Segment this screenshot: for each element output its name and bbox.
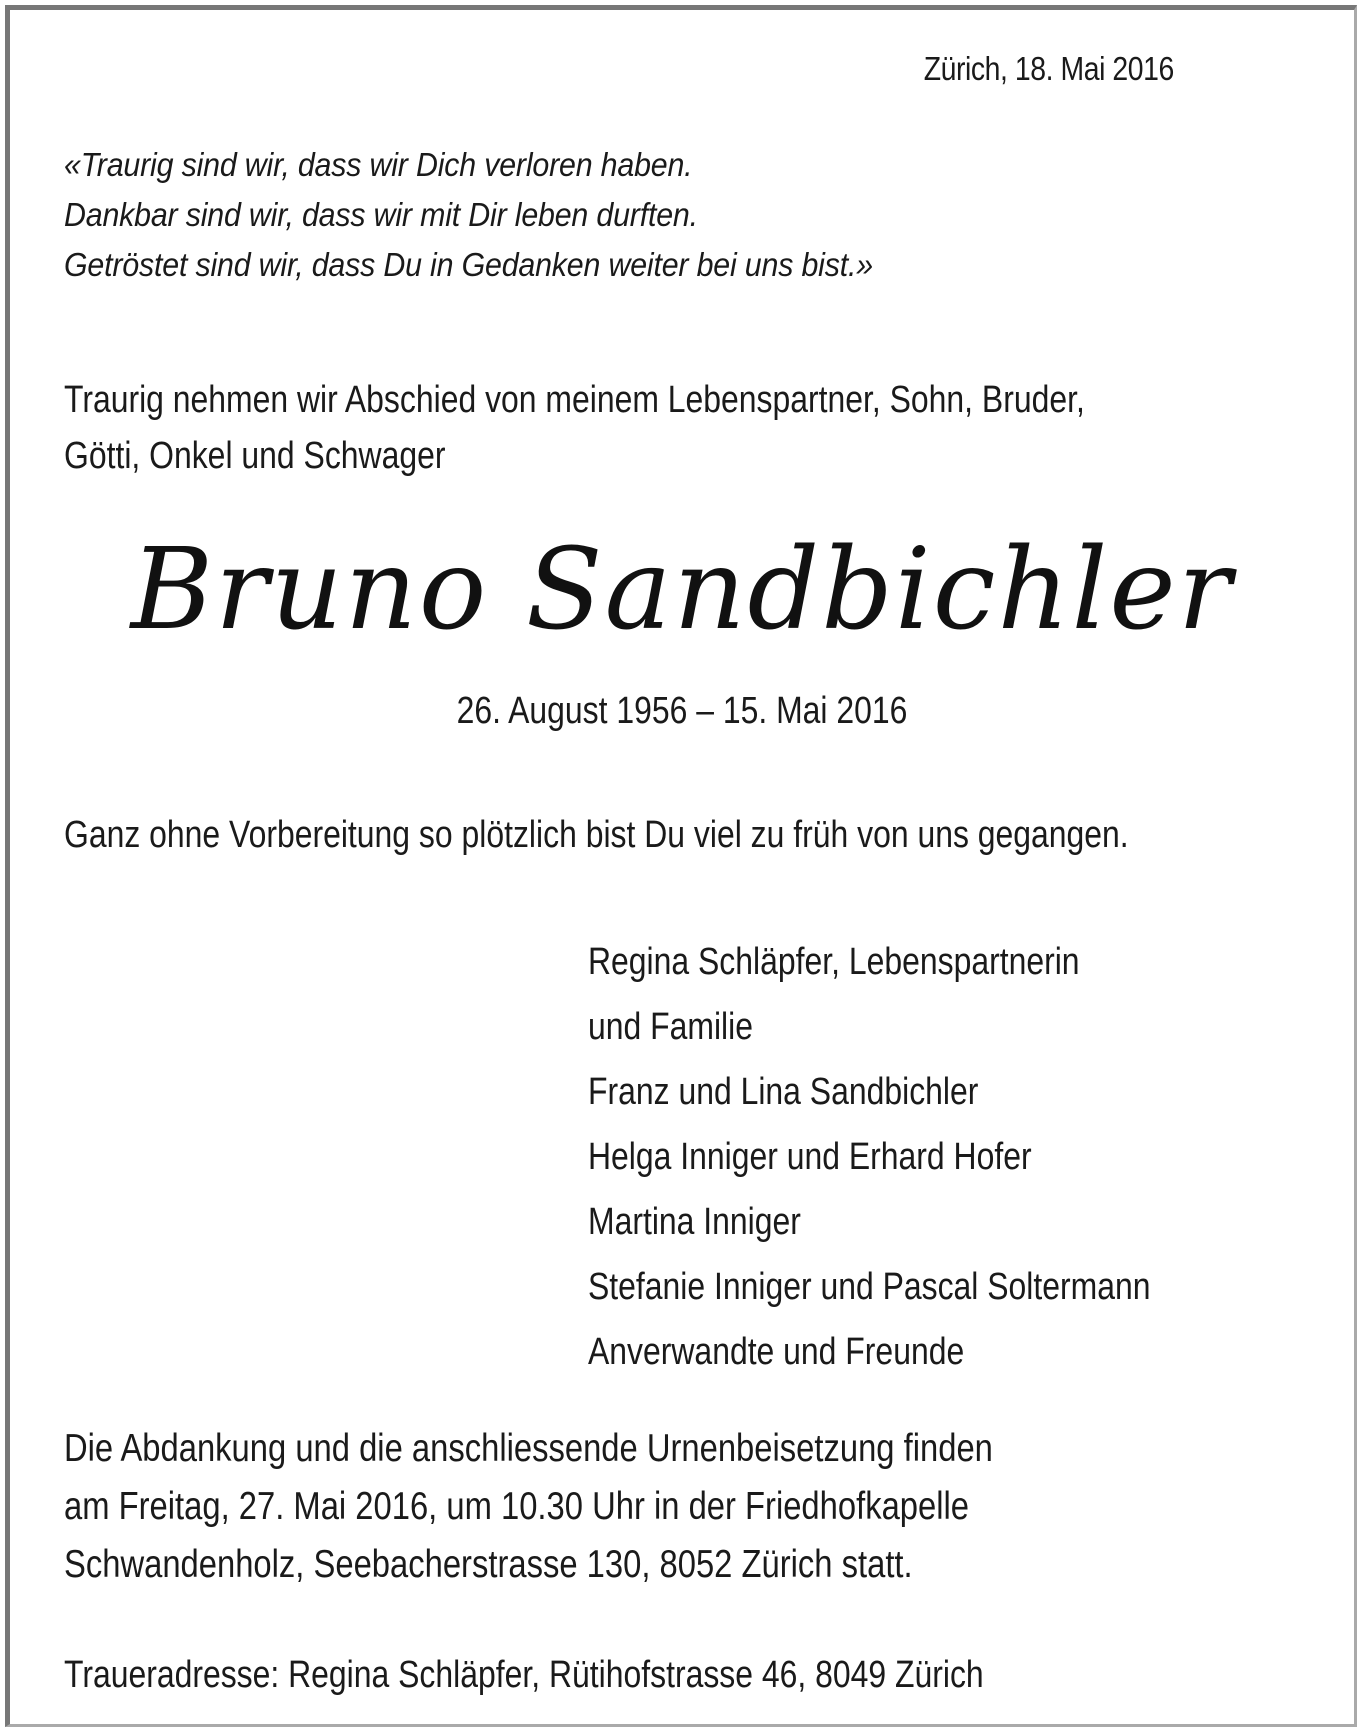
mourners-list [588, 930, 1150, 1385]
mourner-item: Helga Inniger und Erhard Hofer [588, 1136, 1032, 1178]
farewell-text: Ganz ohne Vorbereitung so plötzlich bist Du viel zu früh von uns gegangen. [64, 814, 1129, 856]
service-line: am Freitag, 27. Mai 2016, um 10.30 Uhr in der Friedhofkapelle [64, 1485, 970, 1528]
mourner-item: Regina Schläpfer, Lebenspartnerin [588, 941, 1080, 983]
service-line: Die Abdankung und die anschliessende Urnenbeisetzung finden [64, 1427, 993, 1470]
date-line: Zürich, 18. Mai 2016 [923, 50, 1174, 87]
intro-text [64, 372, 1085, 484]
mourner-item: Martina Inniger [588, 1201, 801, 1243]
mourner-item: Franz und Lina Sandbichler [588, 1071, 979, 1113]
life-dates: 26. August 1956 – 15. Mai 2016 [456, 690, 908, 732]
mourner-item: Stefanie Inniger und Pascal Soltermann [588, 1266, 1151, 1308]
motto-line: «Traurig sind wir, dass wir Dich verloren haben. [64, 146, 693, 183]
service-details [64, 1420, 993, 1594]
notice-frame [5, 5, 1357, 1727]
obituary-notice [10, 10, 1354, 1724]
intro-line: Traurig nehmen wir Abschied von meinem Lebenspartner, Sohn, Bruder, [64, 379, 1085, 421]
motto-line: Dankbar sind wir, dass wir mit Dir leben durften. [64, 196, 698, 233]
mourner-item: und Familie [588, 1006, 753, 1048]
mourner-item: Anverwandte und Freunde [588, 1331, 965, 1373]
motto-quote [64, 140, 873, 290]
mourning-address: Traueradresse: Regina Schläpfer, Rütihofstrasse 46, 8049 Zürich [64, 1654, 984, 1696]
service-line: Schwandenholz, Seebacherstrasse 130, 8052 Zürich statt. [64, 1543, 913, 1586]
deceased-name: Bruno Sandbichler [130, 525, 1234, 655]
motto-line: Getröstet sind wir, dass Du in Gedanken weiter bei uns bist.» [64, 246, 873, 283]
intro-line: Götti, Onkel und Schwager [64, 435, 446, 477]
